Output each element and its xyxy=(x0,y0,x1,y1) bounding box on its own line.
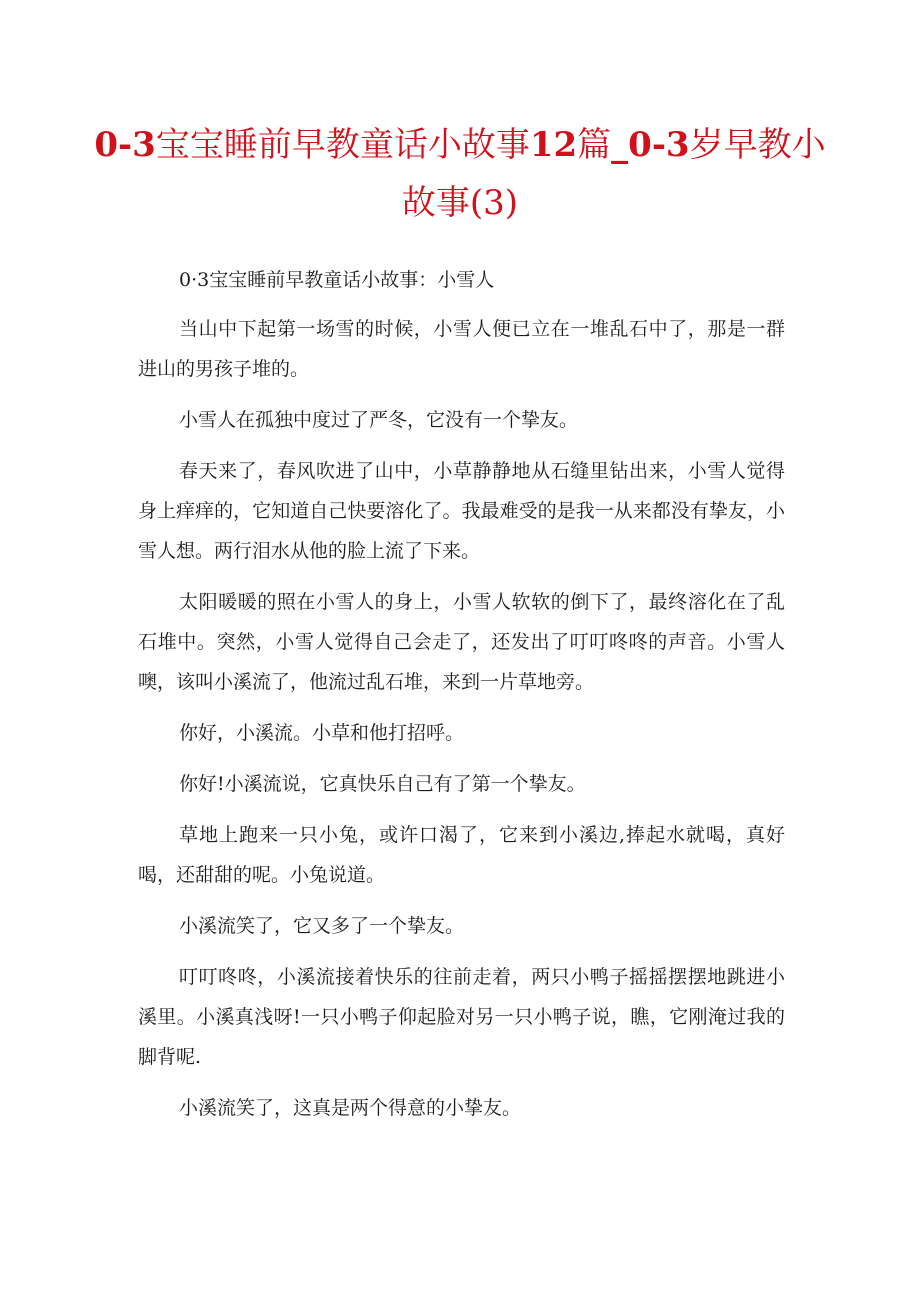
document-title xyxy=(90,116,830,232)
story-paragraph: 你好!小溪流说，它真快乐自己有了第一个挚友。 xyxy=(179,773,586,795)
story-paragraph: 草地上跑来一只小兔，或许口渴了，它来到小溪边,捧起水就喝，真好喝，还甜甜的呢。小兔说道。 xyxy=(138,824,785,886)
title-part-age-range: 0-3 xyxy=(94,125,156,165)
title-part-age-range-2: _0-3 xyxy=(611,125,690,165)
story-body xyxy=(138,262,785,1128)
title-part-unit: 篇 xyxy=(577,125,612,165)
story-heading-paragraph: 0·3宝宝睡前早教童话小故事：小雪人 xyxy=(179,269,495,291)
story-paragraph: 小溪流笑了，这真是两个得意的小挚友。 xyxy=(179,1097,522,1119)
story-paragraph: 太阳暖暖的照在小雪人的身上，小雪人软软的倒下了，最终溶化在了乱石堆中。突然，小雪人觉得自己会走了，还发出了叮叮咚咚的声音。小雪人噢，该叫小溪流了，他流过乱石堆，来到一片草地旁。 xyxy=(138,591,785,693)
story-paragraph: 叮叮咚咚，小溪流接着快乐的往前走着，两只小鸭子摇摇摆摆地跳进小溪里。小溪真浅呀!一只小鸭子仰起脸对另一只小鸭子说，瞧，它刚淹过我的脚背呢. xyxy=(138,966,785,1068)
story-paragraph: 当山中下起第一场雪的时候，小雪人便已立在一堆乱石中了，那是一群进山的男孩子堆的。 xyxy=(138,318,785,380)
story-paragraph: 你好，小溪流。小草和他打招呼。 xyxy=(179,722,465,744)
title-part-subtitle: 岁早教小故事 xyxy=(401,125,826,223)
story-paragraph: 春天来了，春风吹进了山中，小草静静地从石缝里钻出来，小雪人觉得身上痒痒的，它知道自己快要溶化了。我最难受的是我一从来都没有挚友，小雪人想。两行泪水从他的脸上流了下来。 xyxy=(138,460,785,562)
title-part-number: (3) xyxy=(469,183,519,223)
story-paragraph: 小雪人在孤独中度过了严冬，它没有一个挚友。 xyxy=(179,409,579,431)
title-part-main: 宝宝睡前早教童话小故事 xyxy=(155,125,530,165)
title-part-count: 12 xyxy=(529,125,578,165)
story-paragraph: 小溪流笑了，它又多了一个挚友。 xyxy=(179,915,465,937)
